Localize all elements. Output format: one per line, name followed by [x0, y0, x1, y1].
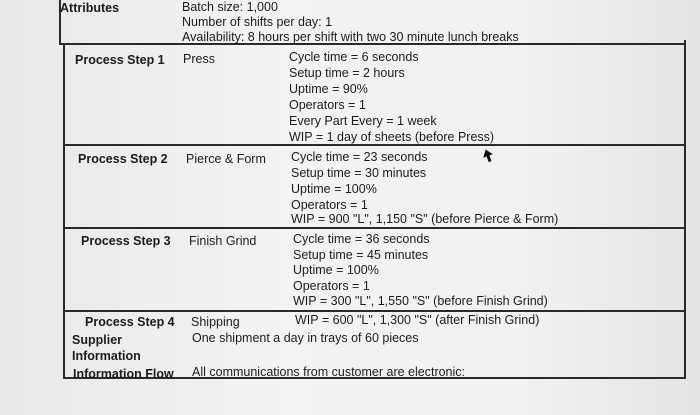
- attributes-line: Batch size: 1,000: [182, 0, 278, 14]
- step3-detail: WIP = 300 "L", 1,550 "S" (before Finish Grind): [293, 294, 548, 308]
- step3-detail: Setup time = 45 minutes: [293, 248, 429, 262]
- step3-label: Process Step 3: [81, 234, 171, 248]
- step1-detail: Uptime = 90%: [289, 82, 368, 96]
- step2-detail: Setup time = 30 minutes: [291, 166, 427, 180]
- step2-name: Pierce & Form: [186, 152, 266, 166]
- step4-name: Shipping: [191, 315, 240, 329]
- step3-detail: Uptime = 100%: [293, 263, 379, 277]
- info-flow-text: All communications from customer are electronic:: [192, 365, 466, 379]
- step3-name: Finish Grind: [189, 234, 257, 248]
- row-divider: [64, 310, 686, 312]
- supplier-label: Information: [72, 349, 141, 363]
- step1-name: Press: [183, 52, 215, 66]
- step2-detail: Operators = 1: [291, 198, 368, 212]
- supplier-text: One shipment a day in trays of 60 pieces: [192, 331, 419, 345]
- table-right-border: [684, 40, 686, 378]
- attributes-label: Attributes: [60, 1, 120, 15]
- attributes-line: Number of shifts per day: 1: [182, 15, 333, 29]
- step3-detail: Cycle time = 36 seconds: [293, 232, 430, 246]
- step2-label: Process Step 2: [78, 152, 168, 166]
- mouse-cursor-icon: [483, 149, 495, 165]
- step1-detail: Every Part Every = 1 week: [289, 114, 437, 128]
- step1-detail: Setup time = 2 hours: [289, 66, 405, 80]
- step2-detail: WIP = 900 "L", 1,150 "S" (before Pierce & Form): [291, 212, 559, 226]
- step2-detail: Uptime = 100%: [291, 182, 377, 196]
- step4-detail: WIP = 600 "L", 1,300 "S" (after Finish Grind): [295, 313, 540, 327]
- info-flow-label: Information Flow: [73, 367, 174, 381]
- supplier-label: Supplier: [72, 333, 123, 347]
- step2-detail: Cycle time = 23 seconds: [291, 150, 428, 164]
- step1-detail: Cycle time = 6 seconds: [289, 50, 419, 64]
- step4-label: Process Step 4: [85, 315, 175, 329]
- attributes-line: Availability: 8 hours per shift with two 30 minute lunch breaks: [182, 30, 519, 44]
- table-left-border: [63, 43, 65, 378]
- step1-detail: WIP = 1 day of sheets (before Press): [289, 130, 495, 144]
- step3-detail: Operators = 1: [293, 279, 370, 293]
- step1-detail: Operators = 1: [289, 98, 366, 112]
- step1-label: Process Step 1: [75, 53, 165, 67]
- row-divider: [63, 227, 686, 229]
